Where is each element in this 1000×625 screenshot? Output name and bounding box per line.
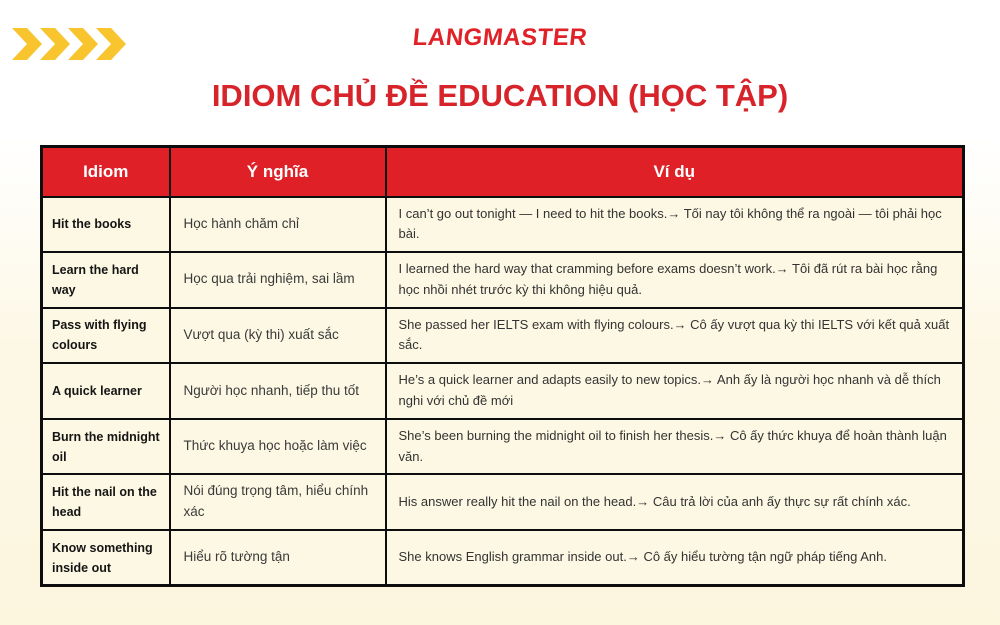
table-header-row [42, 147, 964, 197]
meaning-text: Hiểu rõ tường tận [170, 530, 386, 585]
table-row [42, 363, 964, 419]
idiom-text: Hit the nail on the head [42, 474, 170, 530]
meaning-text: Thức khuya học hoặc làm việc [170, 419, 386, 475]
meaning-text: Học qua trải nghiệm, sai lầm [170, 252, 386, 308]
table-row [42, 197, 964, 253]
idiom-text: A quick learner [42, 363, 170, 419]
table-row [42, 252, 964, 308]
column-header-example: Ví dụ [386, 147, 964, 197]
example-text: She passed her IELTS exam with flying colours.→ Cô ấy vượt qua kỳ thi IELTS với kết quả xuất sắc. [386, 308, 964, 364]
table-row [42, 474, 964, 530]
example-text: She knows English grammar inside out.→ Cô ấy hiểu tường tận ngữ pháp tiếng Anh. [386, 530, 964, 585]
idiom-text: Burn the midnight oil [42, 419, 170, 475]
brand-logo: LANGMASTER [411, 24, 589, 51]
column-header-meaning: Ý nghĩa [170, 147, 386, 197]
example-text: She’s been burning the midnight oil to finish her thesis.→ Cô ấy thức khuya để hoàn thành luận văn. [386, 419, 964, 475]
page-title: IDIOM CHỦ ĐỀ EDUCATION (HỌC TẬP) [211, 78, 789, 113]
table-row [42, 530, 964, 585]
example-text: His answer really hit the nail on the head.→ Câu trả lời của anh ấy thực sự rất chính xác. [386, 474, 964, 530]
idiom-text: Learn the hard way [42, 252, 170, 308]
table-row [42, 419, 964, 475]
example-text: I can’t go out tonight — I need to hit the books.→ Tối nay tôi không thể ra ngoài — tôi phải học bài. [386, 197, 964, 253]
idiom-table [40, 145, 965, 587]
example-text: He’s a quick learner and adapts easily to new topics.→ Anh ấy là người học nhanh và dễ thích nghi với chủ đề mới [386, 363, 964, 419]
idiom-text: Hit the books [42, 197, 170, 253]
table-row [42, 308, 964, 364]
meaning-text: Vượt qua (kỳ thi) xuất sắc [170, 308, 386, 364]
example-text: I learned the hard way that cramming before exams doesn’t work.→ Tôi đã rút ra bài học rằng học nhồi nhét trước kỳ thi không hiệu quả. [386, 252, 964, 308]
meaning-text: Người học nhanh, tiếp thu tốt [170, 363, 386, 419]
idiom-text: Pass with flying colours [42, 308, 170, 364]
idiom-text: Know something inside out [42, 530, 170, 585]
meaning-text: Học hành chăm chỉ [170, 197, 386, 253]
meaning-text: Nói đúng trọng tâm, hiểu chính xác [170, 474, 386, 530]
column-header-idiom: Idiom [42, 147, 170, 197]
